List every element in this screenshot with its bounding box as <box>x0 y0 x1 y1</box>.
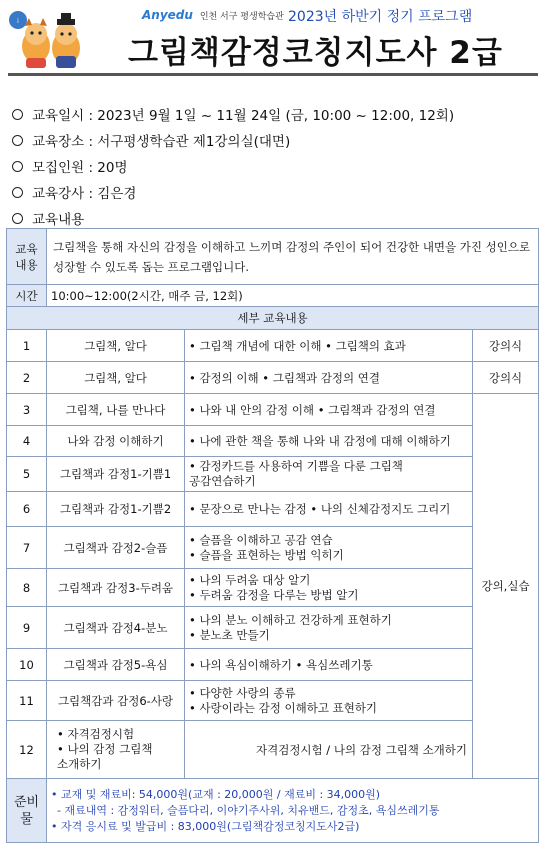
circle-bullet-icon <box>12 213 23 224</box>
table-row <box>7 457 539 492</box>
table-row <box>7 426 539 457</box>
session-content: • 나의 두려움 대상 알기 • 두려움 감정을 다루는 방법 알기 <box>185 569 473 607</box>
prep-line: • 교재 및 재료비: 54,000원(교재 : 20,000원 / 재료비 : 34,000원) <box>51 787 381 801</box>
page-title: 그림책감정코칭지도사 2급 <box>128 35 503 71</box>
table-row <box>7 394 539 426</box>
session-title: 그림책과 감정1-기쁨1 <box>47 457 185 492</box>
session-title: 그림책과 감정4-분노 <box>47 607 185 649</box>
session-content: • 감정의 이해 • 그림책과 감정의 연결 <box>185 362 473 394</box>
session-content: • 나와 내 안의 감정 이해 • 그림책과 감정의 연결 <box>185 394 473 426</box>
prep-text <box>47 779 539 843</box>
session-number: 3 <box>7 394 47 426</box>
table-row <box>7 330 539 362</box>
table-row <box>7 649 539 681</box>
schedule-table <box>6 228 539 843</box>
title-divider <box>8 73 538 76</box>
session-title: 나와 감정 이해하기 <box>47 426 185 457</box>
session-content: • 슬픔을 이해하고 공감 연습 • 슬픔을 표현하는 방법 익히기 <box>185 527 473 569</box>
circle-bullet-icon <box>12 187 23 198</box>
time-row <box>7 285 539 307</box>
table-row <box>7 607 539 649</box>
info-item-capacity: 모집인원 : 20명 <box>12 153 454 179</box>
session-content: • 감정카드를 사용하여 기쁨을 다룬 그림책 공감연습하기 <box>185 457 473 492</box>
program-label: 2023년 하반기 정기 프로그램 <box>288 9 473 25</box>
session-number: 10 <box>7 649 47 681</box>
session-content: • 다양한 사랑의 종류 • 사랑이라는 감정 이해하고 표현하기 <box>185 681 473 721</box>
session-number: 5 <box>7 457 47 492</box>
session-method: 강의식 <box>473 362 539 394</box>
session-number: 7 <box>7 527 47 569</box>
table-row <box>7 569 539 607</box>
session-content: • 나의 분노 이해하고 건강하게 표현하기 • 분노초 만들기 <box>185 607 473 649</box>
session-number: 6 <box>7 492 47 527</box>
detail-header: 세부 교육내용 <box>7 307 539 330</box>
table-row <box>7 492 539 527</box>
intro-text: 그림책을 통해 자신의 감정을 이해하고 느끼며 감정의 주인이 되어 건강한 내면을 가진 성인으로 성장할 수 있도록 돕는 프로그램입니다. <box>47 229 539 285</box>
session-content: 자격검정시험 / 나의 감정 그림책 소개하기 <box>185 721 539 779</box>
session-content: • 나의 욕심이해하기 • 욕심쓰레기통 <box>185 649 473 681</box>
session-title: 그림책, 알다 <box>47 362 185 394</box>
session-title: 그림책과 감정2-슬픔 <box>47 527 185 569</box>
session-number: 12 <box>7 721 47 779</box>
info-item-schedule: 교육일시 : 2023년 9월 1일 ~ 11월 24일 (금, 10:00 ~ 12:00, 12회) <box>12 101 454 127</box>
logo-brand: Anyedu <box>142 8 193 22</box>
session-method-merged: 강의,실습 <box>473 394 539 779</box>
prep-label: 준비 물 <box>7 779 47 843</box>
session-content: • 나에 관한 책을 통해 나와 내 감정에 대해 이해하기 <box>185 426 473 457</box>
session-number: 1 <box>7 330 47 362</box>
intro-label: 교육 내용 <box>7 229 47 285</box>
logo-org-name: 인천 서구 평생학습관 <box>199 12 284 22</box>
session-title: • 자격검정시험 • 나의 감정 그림책 소개하기 <box>47 721 185 779</box>
info-item-location: 교육장소 : 서구평생학습관 제1강의실(대면) <box>12 127 454 153</box>
info-item-content: 교육내용 <box>12 205 454 231</box>
circle-bullet-icon <box>12 109 23 120</box>
prep-line: - 재료내역 : 감정워터, 슬픔다리, 이야기주사위, 치유밴드, 감정초, 욕심쓰레기통 <box>57 803 440 817</box>
session-title: 그림책과 감정3-두려움 <box>47 569 185 607</box>
intro-row <box>7 229 539 285</box>
table-row <box>7 362 539 394</box>
session-title: 그림책과 감정1-기쁨2 <box>47 492 185 527</box>
svg-text:i: i <box>17 18 19 25</box>
time-text: 10:00~12:00(2시간, 매주 금, 12회) <box>47 285 539 307</box>
session-title: 그림책, 나를 만나다 <box>47 394 185 426</box>
session-title: 그림책, 알다 <box>47 330 185 362</box>
info-item-instructor: 교육강사 : 김은경 <box>12 179 454 205</box>
session-method: 강의식 <box>473 330 539 362</box>
detail-header-row <box>7 307 539 330</box>
session-content: • 그림책 개념에 대한 이해 • 그림책의 효과 <box>185 330 473 362</box>
session-content: • 문장으로 만나는 감정 • 나의 신체감정지도 그리기 <box>185 492 473 527</box>
prep-row <box>7 779 539 843</box>
session-number: 8 <box>7 569 47 607</box>
org-logo <box>142 8 284 22</box>
session-number: 9 <box>7 607 47 649</box>
time-label: 시간 <box>7 285 47 307</box>
table-row <box>7 527 539 569</box>
session-number: 11 <box>7 681 47 721</box>
circle-bullet-icon <box>12 161 23 172</box>
page-header <box>0 0 545 80</box>
table-row <box>7 721 539 779</box>
session-number: 2 <box>7 362 47 394</box>
session-title: 그림책과 감정5-욕심 <box>47 649 185 681</box>
info-list <box>12 101 454 231</box>
session-title: 그림책감과 감정6-사랑 <box>47 681 185 721</box>
session-number: 4 <box>7 426 47 457</box>
table-row <box>7 681 539 721</box>
mascot-characters-illustration <box>6 6 88 74</box>
circle-bullet-icon <box>12 135 23 146</box>
prep-line: • 자격 응시료 및 발급비 : 83,000원(그림책감정코칭지도사2급) <box>51 819 360 833</box>
